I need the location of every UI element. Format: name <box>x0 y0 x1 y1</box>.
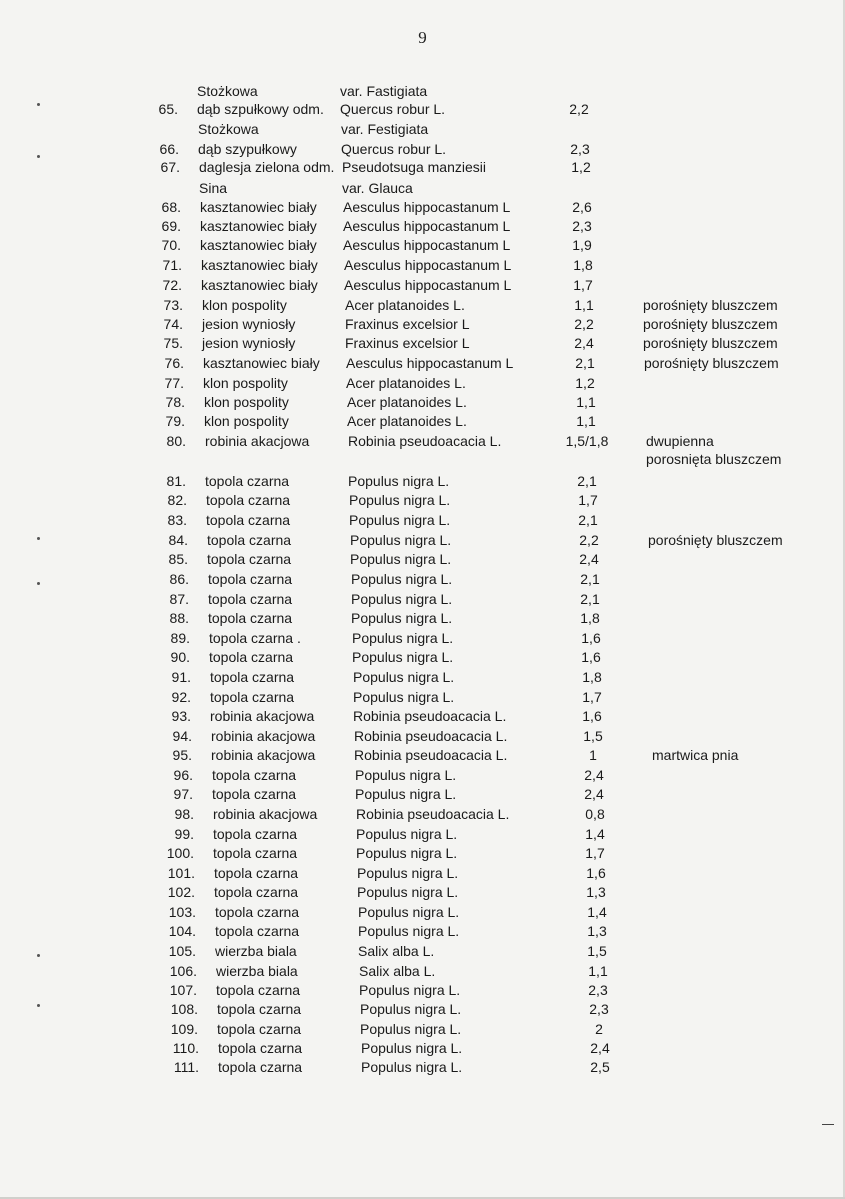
table-row <box>20 1000 845 1019</box>
polish-name: topola czarna <box>208 571 293 587</box>
table-row <box>1 140 845 159</box>
polish-name: topola czarna <box>214 865 299 881</box>
latin-name: Quercus robur L. <box>340 101 446 117</box>
scan-mark <box>822 1124 834 1125</box>
trunk-diameter: 1,7 <box>578 492 598 508</box>
polish-name: topola czarna <box>212 767 297 783</box>
polish-name: Stożkowa <box>197 83 258 99</box>
remark: porośnięty bluszczem <box>643 297 778 313</box>
latin-name: Robinia pseudoacacia L. <box>353 708 507 724</box>
trunk-diameter: 2,5 <box>590 1059 610 1075</box>
latin-name: Populus nigra L. <box>350 532 452 548</box>
table-row <box>11 570 845 589</box>
row-number: 98. <box>174 806 194 822</box>
table-row <box>21 1039 845 1058</box>
table-row <box>11 609 845 628</box>
latin-name: Quercus robur L. <box>341 141 447 157</box>
row-number: 82. <box>167 492 187 508</box>
polish-name: topola czarna <box>217 1001 302 1017</box>
remark: dwupienna <box>646 433 714 449</box>
trunk-diameter: 2,1 <box>580 591 600 607</box>
polish-name: topola czarna <box>213 845 298 861</box>
polish-name: topola czarna <box>208 610 293 626</box>
table-row <box>2 158 845 177</box>
latin-name: var. Festigiata <box>341 121 429 137</box>
table-row <box>7 412 845 431</box>
polish-name: jesion wyniosły <box>202 316 296 332</box>
trunk-diameter: 2,4 <box>584 767 604 783</box>
polish-name: topola czarna <box>215 923 300 939</box>
latin-name: Aesculus hippocastanum L <box>343 199 511 215</box>
latin-name: Populus nigra L. <box>361 1059 463 1075</box>
latin-name: Populus nigra L. <box>350 551 452 567</box>
table-row <box>3 217 845 236</box>
latin-name: Populus nigra L. <box>355 786 457 802</box>
row-number: 88. <box>169 610 189 626</box>
trunk-diameter: 1,7 <box>585 845 605 861</box>
remark: martwica pnia <box>652 747 739 763</box>
latin-name: Populus nigra L. <box>360 1021 462 1037</box>
polish-name: dąb szpułkowy odm. <box>197 101 324 117</box>
trunk-diameter: 1,6 <box>586 865 606 881</box>
trunk-diameter: 1,2 <box>575 375 595 391</box>
trunk-diameter: 2,4 <box>579 551 599 567</box>
polish-name: klon pospolity <box>204 394 289 410</box>
trunk-diameter: 1,5 <box>587 943 607 959</box>
table-row <box>16 844 845 863</box>
trunk-diameter: 2,3 <box>572 218 592 234</box>
trunk-diameter: 1,6 <box>581 649 601 665</box>
row-number: 109. <box>170 1021 198 1037</box>
row-number: 102. <box>167 884 195 900</box>
table-row <box>14 727 845 746</box>
polish-name: kasztanowiec biały <box>201 277 318 293</box>
table-row <box>15 785 845 804</box>
row-number: 78. <box>165 394 185 410</box>
trunk-diameter: 1,9 <box>572 237 592 253</box>
polish-name: topola czarna <box>210 669 295 685</box>
polish-name: topola czarna <box>215 904 300 920</box>
table-row <box>4 256 845 275</box>
scan-speck <box>37 103 40 106</box>
latin-name: Aesculus hippocastanum L <box>346 355 514 371</box>
trunk-diameter: 2,2 <box>579 532 599 548</box>
trunk-diameter: 2,2 <box>574 316 594 332</box>
row-number: 111. <box>173 1059 199 1075</box>
table-row <box>1 120 845 139</box>
table-row <box>15 766 845 785</box>
latin-name: Populus nigra L. <box>351 571 453 587</box>
polish-name: topola czarna <box>207 551 292 567</box>
row-number: 89. <box>170 630 190 646</box>
table-row <box>9 491 845 510</box>
polish-name: kasztanowiec biały <box>203 355 320 371</box>
table-row <box>18 922 845 941</box>
polish-name: robinia akacjowa <box>210 708 315 724</box>
table-row <box>6 354 845 373</box>
latin-name: Populus nigra L. <box>349 512 451 528</box>
polish-name: robinia akacjowa <box>205 433 310 449</box>
latin-name: Acer platanoides L. <box>345 297 465 313</box>
remark: porosnięta bluszczem <box>646 451 782 467</box>
latin-name: Populus nigra L. <box>355 767 457 783</box>
latin-name: Aesculus hippocastanum L <box>343 218 511 234</box>
table-row <box>2 179 845 198</box>
table-row <box>11 590 845 609</box>
trunk-diameter: 2,4 <box>590 1040 610 1056</box>
row-number: 97. <box>173 786 193 802</box>
polish-name: topola czarna <box>208 591 293 607</box>
trunk-diameter: 1 <box>589 747 597 763</box>
polish-name: topola czarna <box>207 532 292 548</box>
row-number: 94. <box>172 728 192 744</box>
latin-name: Salix alba L. <box>359 963 436 979</box>
latin-name: Acer platanoides L. <box>346 375 466 391</box>
trunk-diameter: 2,1 <box>577 473 597 489</box>
polish-name: jesion wyniosły <box>202 335 296 351</box>
polish-name: topola czarna <box>210 689 295 705</box>
latin-name: Aesculus hippocastanum L <box>344 277 512 293</box>
polish-name: topola czarna <box>205 473 290 489</box>
latin-name: Populus nigra L. <box>353 669 455 685</box>
row-number: 110. <box>172 1040 199 1056</box>
latin-name: Populus nigra L. <box>348 473 450 489</box>
polish-name: topola czarna <box>206 492 291 508</box>
polish-name: klon pospolity <box>204 413 289 429</box>
trunk-diameter: 1,6 <box>581 630 601 646</box>
scan-speck <box>37 582 40 585</box>
row-number: 90. <box>170 649 190 665</box>
trunk-diameter: 2,1 <box>578 512 598 528</box>
row-number: 83. <box>167 512 187 528</box>
scan-speck <box>37 954 40 957</box>
latin-name: Fraxinus excelsior L <box>345 335 470 351</box>
trunk-diameter: 2,4 <box>584 786 604 802</box>
trunk-diameter: 1,1 <box>588 963 608 979</box>
latin-name: Aesculus hippocastanum L <box>344 257 512 273</box>
latin-name: Populus nigra L. <box>356 845 458 861</box>
latin-name: Populus nigra L. <box>351 591 453 607</box>
row-number: 80. <box>166 433 186 449</box>
trunk-diameter: 1,8 <box>573 257 593 273</box>
trunk-diameter: 1,2 <box>571 159 591 175</box>
polish-name: Sina <box>199 180 228 196</box>
trunk-diameter: 2,1 <box>580 571 600 587</box>
table-row <box>19 981 845 1000</box>
latin-name: Populus nigra L. <box>360 1001 462 1017</box>
polish-name: topola czarna <box>213 826 298 842</box>
table-row <box>16 805 845 824</box>
latin-name: var. Fastigiata <box>340 83 428 99</box>
polish-name: topola czarna <box>218 1040 303 1056</box>
polish-name: topola czarna <box>212 786 297 802</box>
row-number: 95. <box>172 747 192 763</box>
row-number: 72. <box>162 277 182 293</box>
row-number: 67. <box>160 159 180 175</box>
trunk-diameter: 2,2 <box>569 101 589 117</box>
row-number: 103. <box>168 904 196 920</box>
table-row <box>3 198 845 217</box>
trunk-diameter: 2,4 <box>574 335 594 351</box>
table-row <box>0 82 845 101</box>
trunk-diameter: 2,1 <box>575 355 595 371</box>
table-row <box>8 432 845 451</box>
latin-name: Robinia pseudoacacia L. <box>354 747 508 763</box>
table-row <box>17 864 845 883</box>
latin-name: Acer platanoides L. <box>347 394 467 410</box>
scan-speck <box>37 155 40 158</box>
polish-name: topola czarna <box>216 982 301 998</box>
row-number: 106. <box>169 963 197 979</box>
table-row <box>17 883 845 902</box>
polish-name: robinia akacjowa <box>211 747 316 763</box>
row-number: 93. <box>171 708 191 724</box>
latin-name: Robinia pseudoacacia L. <box>348 433 502 449</box>
latin-name: Acer platanoides L. <box>347 413 467 429</box>
polish-name: topola czarna <box>214 884 299 900</box>
table-row <box>4 276 845 295</box>
polish-name: klon pospolity <box>203 375 288 391</box>
row-number: 74. <box>163 316 183 332</box>
table-row <box>10 550 845 569</box>
polish-name: dąb szypułkowy <box>198 141 297 157</box>
latin-name: Populus nigra L. <box>361 1040 463 1056</box>
trunk-diameter: 2,3 <box>589 1001 609 1017</box>
trunk-diameter: 0,8 <box>585 806 605 822</box>
trunk-diameter: 1,1 <box>574 297 594 313</box>
row-number: 87. <box>169 591 189 607</box>
latin-name: Salix alba L. <box>358 943 435 959</box>
latin-name: Populus nigra L. <box>356 826 458 842</box>
latin-name: Populus nigra L. <box>358 923 460 939</box>
table-row <box>16 825 845 844</box>
trunk-diameter: 1,7 <box>573 277 593 293</box>
trunk-diameter: 1,5/1,8 <box>565 433 609 449</box>
trunk-diameter: 1,1 <box>576 413 596 429</box>
table-row <box>8 450 845 469</box>
latin-name: Populus nigra L. <box>357 884 459 900</box>
trunk-diameter: 1,3 <box>586 884 606 900</box>
polish-name: topola czarna . <box>209 630 301 646</box>
latin-name: Populus nigra L. <box>352 630 454 646</box>
row-number: 73. <box>163 297 183 313</box>
row-number: 84. <box>168 532 188 548</box>
trunk-diameter: 1,3 <box>587 923 607 939</box>
remark: porośnięty bluszczem <box>643 335 778 351</box>
trunk-diameter: 1,8 <box>582 669 602 685</box>
row-number: 96. <box>173 767 193 783</box>
latin-name: Populus nigra L. <box>358 904 460 920</box>
table-row <box>19 962 845 981</box>
polish-name: topola czarna <box>206 512 291 528</box>
table-row <box>18 903 845 922</box>
row-number: 71. <box>162 257 182 273</box>
latin-name: Robinia pseudoacacia L. <box>356 806 510 822</box>
row-number: 101. <box>167 865 195 881</box>
table-row <box>21 1058 845 1077</box>
polish-name: kasztanowiec biały <box>200 218 317 234</box>
table-row <box>0 100 845 119</box>
table-row <box>7 393 845 412</box>
row-number: 99. <box>174 826 194 842</box>
table-row <box>13 688 845 707</box>
row-number: 105. <box>168 943 196 959</box>
polish-name: wierzba biala <box>216 963 298 979</box>
latin-name: Pseudotsuga manziesii <box>342 159 486 175</box>
row-number: 70. <box>161 237 181 253</box>
remark: porośnięty bluszczem <box>648 532 783 548</box>
latin-name: Populus nigra L. <box>353 689 455 705</box>
row-number: 77. <box>164 375 184 391</box>
latin-name: Populus nigra L. <box>352 649 454 665</box>
trunk-diameter: 2,3 <box>588 982 608 998</box>
trunk-diameter: 1,5 <box>583 728 603 744</box>
polish-name: robinia akacjowa <box>213 806 318 822</box>
row-number: 75. <box>163 335 183 351</box>
table-row <box>5 315 845 334</box>
row-number: 79. <box>165 413 185 429</box>
polish-name: Stożkowa <box>198 121 259 137</box>
table-row <box>13 707 845 726</box>
table-row <box>9 511 845 530</box>
row-number: 100. <box>166 845 194 861</box>
table-row <box>5 334 845 353</box>
polish-name: wierzba biala <box>215 943 297 959</box>
polish-name: topola czarna <box>209 649 294 665</box>
remark: porośnięty bluszczem <box>644 355 779 371</box>
polish-name: robinia akacjowa <box>211 728 316 744</box>
row-number: 108. <box>170 1001 198 1017</box>
latin-name: Aesculus hippocastanum L <box>343 237 511 253</box>
polish-name: topola czarna <box>218 1059 303 1075</box>
table-row <box>10 531 845 550</box>
table-row <box>5 296 845 315</box>
table-row <box>3 236 845 255</box>
trunk-diameter: 1,4 <box>585 826 605 842</box>
polish-name: daglesja zielona odm. <box>199 159 335 175</box>
table-row <box>14 746 845 765</box>
trunk-diameter: 1,4 <box>587 904 607 920</box>
table-row <box>13 668 845 687</box>
latin-name: Fraxinus excelsior L <box>345 316 470 332</box>
table-row <box>12 648 845 667</box>
row-number: 91. <box>171 669 191 685</box>
row-number: 69. <box>161 218 181 234</box>
trunk-diameter: 2,6 <box>572 199 592 215</box>
latin-name: Populus nigra L. <box>359 982 461 998</box>
trunk-diameter: 2,3 <box>570 141 590 157</box>
trunk-diameter: 1,1 <box>576 394 596 410</box>
latin-name: Populus nigra L. <box>349 492 451 508</box>
trunk-diameter: 1,8 <box>580 610 600 626</box>
trunk-diameter: 1,7 <box>582 689 602 705</box>
table-row <box>12 629 845 648</box>
table-row <box>8 472 845 491</box>
row-number: 68. <box>161 199 181 215</box>
polish-name: kasztanowiec biały <box>200 237 317 253</box>
row-number: 104. <box>168 923 196 939</box>
row-number: 86. <box>169 571 189 587</box>
scan-speck <box>37 537 40 540</box>
polish-name: kasztanowiec biały <box>201 257 318 273</box>
row-number: 66. <box>159 141 179 157</box>
table-row <box>6 374 845 393</box>
row-number: 76. <box>164 355 184 371</box>
latin-name: Populus nigra L. <box>357 865 459 881</box>
row-number: 81. <box>166 473 186 489</box>
remark: porośnięty bluszczem <box>643 316 778 332</box>
row-number: 107. <box>169 982 197 998</box>
polish-name: klon pospolity <box>202 297 287 313</box>
latin-name: Populus nigra L. <box>351 610 453 626</box>
row-number: 85. <box>168 551 188 567</box>
latin-name: Robinia pseudoacacia L. <box>354 728 508 744</box>
table-row <box>20 1020 845 1039</box>
table-row <box>18 942 845 961</box>
polish-name: kasztanowiec biały <box>200 199 317 215</box>
latin-name: var. Glauca <box>342 180 413 196</box>
polish-name: topola czarna <box>217 1021 302 1037</box>
row-number: 92. <box>171 689 191 705</box>
row-number: 65. <box>158 101 178 117</box>
trunk-diameter: 1,6 <box>582 708 602 724</box>
scan-speck <box>37 1004 40 1007</box>
page-number: 9 <box>418 28 427 47</box>
trunk-diameter: 2 <box>595 1021 603 1037</box>
